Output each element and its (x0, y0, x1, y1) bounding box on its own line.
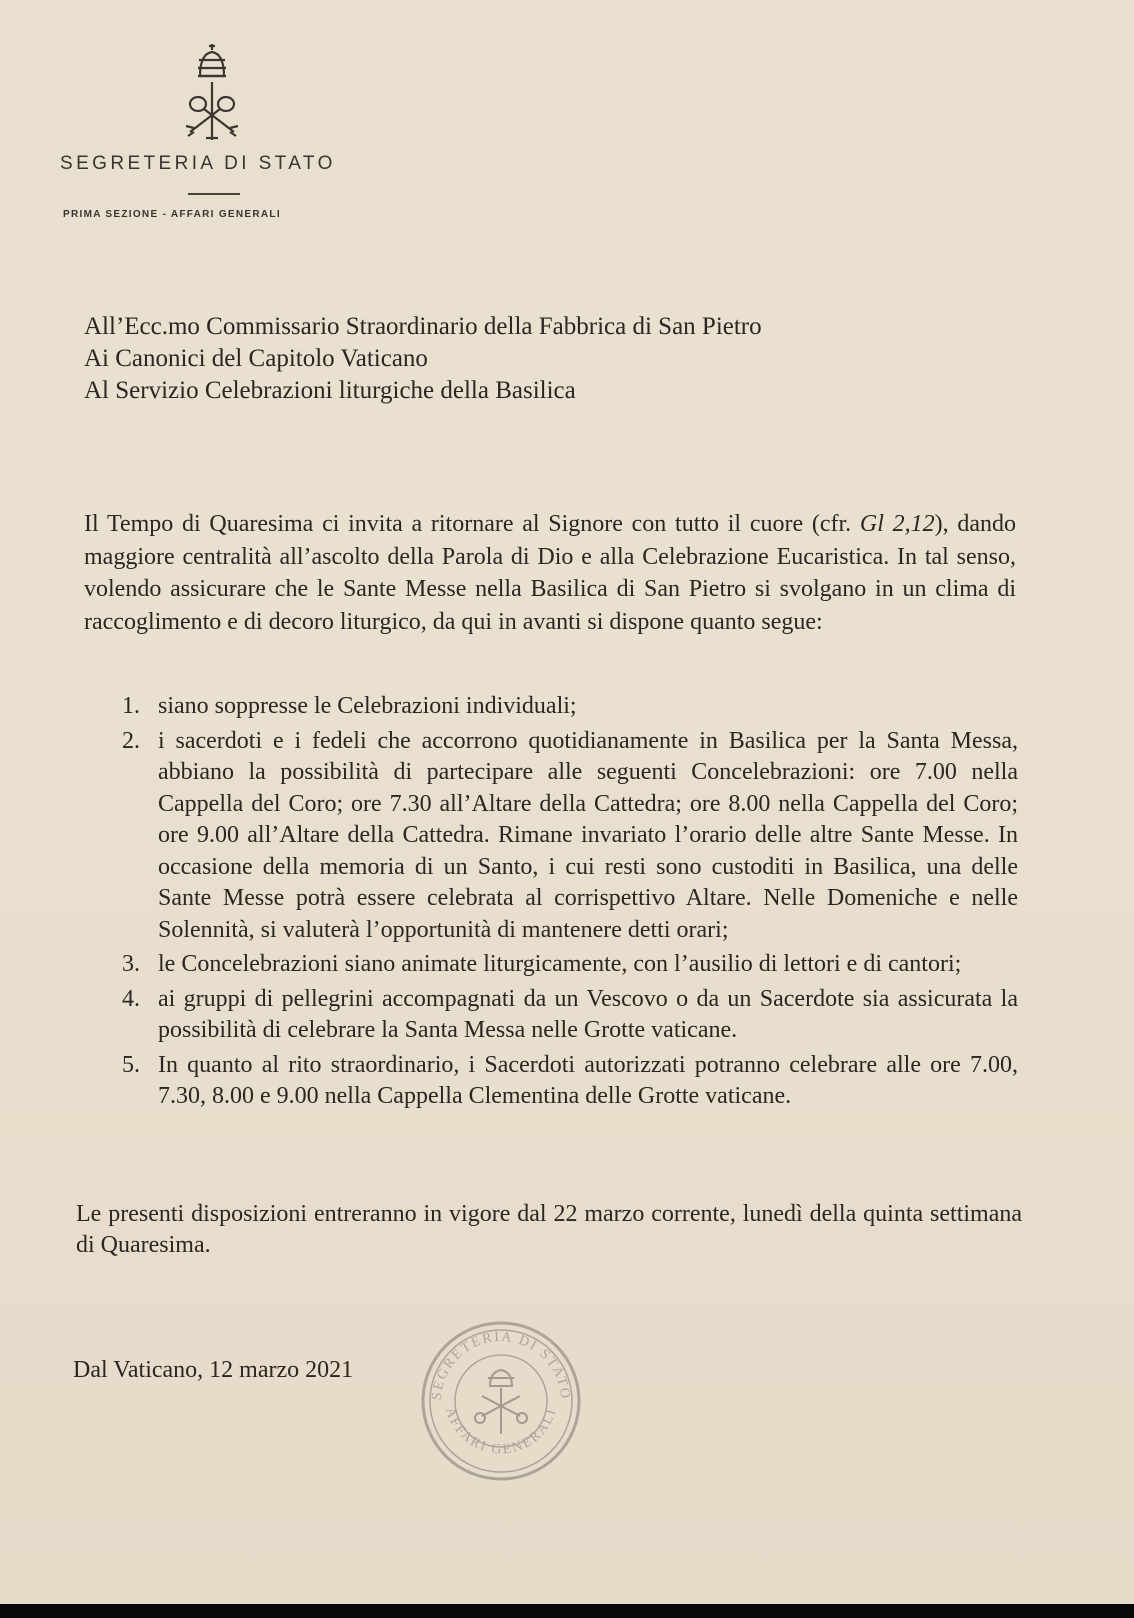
provisions-list (110, 691, 1018, 1113)
recipients-block (84, 311, 884, 407)
date-line: Dal Vaticano, 12 marzo 2021 (73, 1357, 354, 1383)
recipient-line: Al Servizio Celebrazioni liturgiche della Basilica (84, 377, 576, 404)
list-item-text: siano soppresse le Celebrazioni individuali; (158, 693, 577, 719)
secretariat-title: SEGRETERIA DI STATO (60, 153, 336, 174)
seal-stamp-icon (416, 1316, 586, 1486)
list-item (110, 1050, 1018, 1113)
list-item-text: le Concelebrazioni siano animate liturgicamente, con l’ausilio di lettori e di cantori; (158, 951, 962, 977)
seal-text-top: SEGRETERIA DI STATO (429, 1329, 573, 1401)
list-item-number: 2. (122, 727, 140, 754)
list-item-text: ai gruppi di pellegrini accompagnati da un Vescovo o da un Sacerdote sia assicurata la possibilità di celebrare la Santa Messa nelle Grotte vaticane. (158, 985, 1018, 1043)
intro-text: ), dando maggiore centralità all’ascolto della Parola di Dio e alla Celebrazione Eucaristica. In tal senso, volendo assicurare che le Sante Messe nella Basilica di San Pietro si svolgano in un clima di raccoglimento e di decoro liturgico, da qui in avanti si dispone quanto segue: (84, 511, 1016, 635)
intro-paragraph (84, 508, 1016, 638)
list-item-number: 5. (122, 1051, 140, 1078)
list-item-number: 3. (122, 951, 140, 977)
bottom-border (0, 1604, 1134, 1618)
list-item (110, 984, 1018, 1047)
recipient-line: All’Ecc.mo Commissario Straordinario della Fabbrica di San Pietro (84, 313, 762, 340)
recipient-line: Ai Canonici del Capitolo Vaticano (84, 345, 428, 372)
list-item-text: i sacerdoti e i fedeli che accorrono quotidianamente in Basilica per la Santa Messa, abbiano la possibilità di partecipare alle seguenti Concelebrazioni: ore 7.00 nella Cappella del Coro; ore 7.30 all’Altare della Cattedra; ore 8.00 nella Cappella del Coro; ore 9.00 all’Altare della Cattedra. Rimane invariato l’orario delle altre Sante Messe. In occasione della memoria di un Santo, i cui resti sono custoditi in Basilica, una delle Sante Messe potrà essere celebrata al corrispettivo Altare. Nelle Domeniche e nelle Solennità, si valuterà l’opportunità di mantenere detti orari; (158, 727, 1018, 943)
list-item (110, 726, 1018, 947)
header-divider (188, 193, 240, 195)
section-subtitle: PRIMA SEZIONE - AFFARI GENERALI (63, 209, 281, 220)
list-item (110, 691, 1018, 723)
list-item-number: 1. (122, 693, 140, 719)
closing-paragraph: Le presenti disposizioni entreranno in vigore dal 22 marzo corrente, lunedì della quinta settimana di Quaresima. (76, 1201, 1022, 1258)
list-item-text: In quanto al rito straordinario, i Sacerdoti autorizzati potranno celebrare alle ore 7.00, 7.30, 8.00 e 9.00 nella Cappella Clementina delle Grotte vaticane. (158, 1051, 1018, 1109)
papal-keys-tiara-emblem-icon (172, 42, 252, 142)
intro-text: Il Tempo di Quaresima ci invita a ritornare al Signore con tutto il cuore (cfr. (84, 511, 860, 537)
list-item-number: 4. (122, 985, 140, 1012)
scripture-reference: Gl 2,12 (859, 511, 935, 537)
seal-text-bottom: AFFARI GENERALI (442, 1405, 560, 1458)
list-item (110, 949, 1018, 981)
